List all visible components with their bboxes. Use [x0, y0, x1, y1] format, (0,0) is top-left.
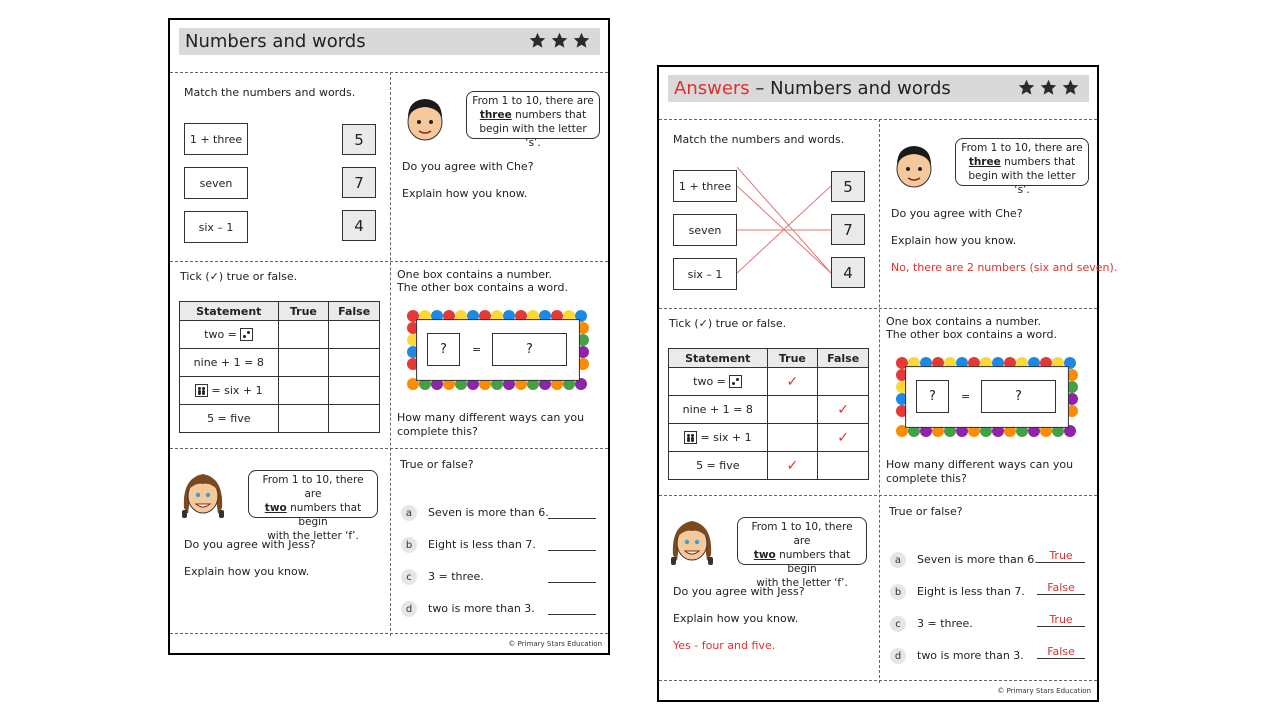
unknown-number-box[interactable]: ? — [916, 380, 949, 413]
dice-two-icon — [729, 375, 742, 388]
table-header: Statement — [180, 302, 279, 321]
false-cell[interactable] — [329, 321, 380, 349]
true-cell[interactable] — [767, 368, 818, 396]
table-header: Statement — [669, 349, 768, 368]
true-false-table — [668, 348, 869, 480]
tick-prompt: Tick (✓) true or false. — [180, 270, 298, 283]
false-cell[interactable] — [329, 349, 380, 377]
jess-speech-bubble — [248, 470, 378, 542]
star-icon — [529, 32, 546, 49]
difficulty-stars — [1018, 79, 1079, 96]
footer-divider — [659, 680, 1097, 681]
bubble-text: begin with the letter ‘s’. — [968, 170, 1076, 196]
answer-blank[interactable]: False — [1037, 581, 1085, 595]
divider — [170, 448, 608, 449]
bubble-text: From 1 to 10, there are — [262, 474, 364, 500]
page-title: Numbers and words — [185, 31, 366, 52]
answer-blank[interactable] — [548, 569, 596, 583]
divider — [879, 119, 880, 683]
item-letter: d — [890, 648, 906, 664]
word-card[interactable]: seven — [184, 167, 248, 199]
che-explain: Explain how you know. — [891, 234, 1017, 247]
tf-statement: 3 = three. — [917, 617, 973, 630]
matching-prompt: Match the numbers and words. — [673, 133, 845, 146]
divider — [659, 495, 1097, 496]
che-question: Do you agree with Che? — [402, 160, 534, 173]
true-cell[interactable] — [278, 377, 329, 405]
jess-explain: Explain how you know. — [673, 612, 799, 625]
worksheet-questions — [168, 18, 610, 655]
table-row — [669, 424, 869, 452]
star-icon — [1040, 79, 1057, 96]
equals-sign: = — [961, 390, 971, 403]
divider — [659, 119, 1097, 120]
dice-two-icon — [240, 328, 253, 341]
true-cell[interactable] — [278, 405, 329, 433]
false-cell[interactable] — [818, 424, 869, 452]
copyright: © Primary Stars Education — [997, 687, 1091, 695]
false-cell[interactable] — [818, 452, 869, 480]
matching-lines — [737, 167, 831, 297]
girl-avatar-icon — [669, 515, 715, 569]
star-icon — [551, 32, 568, 49]
che-question: Do you agree with Che? — [891, 207, 1023, 220]
word-card[interactable]: 1 + three — [184, 123, 248, 155]
statement-text: 5 = five — [669, 452, 768, 480]
statement-text: = six + 1 — [207, 383, 263, 397]
divider — [170, 261, 608, 262]
bubble-text: numbers that begin — [286, 502, 362, 528]
table-header: True — [278, 302, 329, 321]
footer-divider — [170, 633, 608, 634]
item-letter: a — [890, 552, 906, 568]
table-header: True — [767, 349, 818, 368]
tick-mark: ✓ — [837, 429, 849, 446]
tf-statement: two is more than 3. — [917, 649, 1024, 662]
true-cell[interactable] — [767, 424, 818, 452]
bubble-bold-word: three — [968, 156, 1001, 168]
divider — [659, 308, 1097, 309]
bubble-bold-word: two — [264, 502, 287, 514]
che-answer: No, there are 2 numbers (six and seven). — [891, 261, 1118, 274]
che-speech-bubble — [466, 91, 600, 149]
jess-answer: Yes - four and five. — [673, 639, 776, 652]
unknown-number-box[interactable]: ? — [427, 333, 460, 366]
star-icon — [1018, 79, 1035, 96]
boy-avatar-icon — [402, 94, 448, 144]
dice-six-icon — [684, 431, 697, 444]
che-explain: Explain how you know. — [402, 187, 528, 200]
table-row — [669, 368, 869, 396]
bubble-text: From 1 to 10, there are — [751, 521, 853, 547]
answers-label: Answers — [674, 78, 750, 99]
bubble-text: numbers that — [1000, 156, 1076, 168]
false-cell[interactable] — [329, 377, 380, 405]
number-card[interactable]: 4 — [831, 257, 865, 288]
title-bar — [668, 75, 1089, 102]
bubble-bold-word: three — [479, 109, 512, 121]
page-title — [674, 78, 951, 99]
word-card[interactable]: 1 + three — [673, 170, 737, 202]
tf-statement: Seven is more than 6. — [917, 553, 1038, 566]
jess-explain: Explain how you know. — [184, 565, 310, 578]
boy-avatar-icon — [891, 141, 937, 191]
statement-text: nine + 1 = 8 — [669, 396, 768, 424]
table-row — [180, 377, 380, 405]
answer-blank[interactable]: False — [1037, 645, 1085, 659]
answer-blank[interactable]: True — [1037, 549, 1085, 563]
jess-question: Do you agree with Jess? — [673, 585, 805, 598]
dice-six-icon — [195, 384, 208, 397]
equals-sign: = — [472, 343, 482, 356]
tf-statement: 3 = three. — [428, 570, 484, 583]
false-cell[interactable] — [329, 405, 380, 433]
unknown-word-box[interactable]: ? — [981, 380, 1056, 413]
false-cell[interactable] — [818, 396, 869, 424]
tf-statement: Eight is less than 7. — [428, 538, 536, 551]
boxes-line1: One box contains a number. — [397, 268, 552, 281]
true-cell[interactable] — [767, 396, 818, 424]
difficulty-stars — [529, 32, 590, 49]
statement-text: 5 = five — [180, 405, 279, 433]
item-letter: b — [890, 584, 906, 600]
bubble-text: From 1 to 10, there are — [961, 142, 1083, 154]
tick-mark: ✓ — [837, 401, 849, 418]
table-row — [180, 321, 380, 349]
statement-text: two = — [693, 374, 730, 388]
girl-avatar-icon — [180, 468, 226, 522]
tf-prompt: True or false? — [400, 458, 474, 471]
tf-statement: Eight is less than 7. — [917, 585, 1025, 598]
table-header: False — [329, 302, 380, 321]
table-row — [180, 349, 380, 377]
number-card[interactable]: 7 — [342, 167, 376, 198]
copyright: © Primary Stars Education — [508, 640, 602, 648]
bubble-text: From 1 to 10, there are — [472, 95, 594, 107]
item-letter: a — [401, 505, 417, 521]
star-icon — [573, 32, 590, 49]
divider — [390, 72, 391, 636]
item-letter: b — [401, 537, 417, 553]
bubble-bold-word: two — [753, 549, 776, 561]
matching-prompt: Match the numbers and words. — [184, 86, 356, 99]
che-speech-bubble — [955, 138, 1089, 196]
answer-blank[interactable] — [548, 505, 596, 519]
tf-statement: Seven is more than 6. — [428, 506, 549, 519]
word-card[interactable]: seven — [673, 214, 737, 246]
boxes-question: How many different ways can you complete this? — [397, 411, 585, 438]
item-letter: c — [401, 569, 417, 585]
item-letter: d — [401, 601, 417, 617]
answer-blank[interactable] — [548, 601, 596, 615]
tick-prompt: Tick (✓) true or false. — [669, 317, 787, 330]
unknown-word-box[interactable]: ? — [492, 333, 567, 366]
divider — [170, 72, 608, 73]
table-header: False — [818, 349, 869, 368]
bubble-text: begin with the letter ‘s’. — [479, 123, 587, 149]
title-text: Numbers and words — [770, 78, 951, 99]
title-bar — [179, 28, 600, 55]
boxes-line1: One box contains a number. — [886, 315, 1041, 328]
bubble-text: numbers that begin — [775, 549, 851, 575]
bubble-text: numbers that — [511, 109, 587, 121]
true-cell[interactable] — [278, 321, 329, 349]
bubble-text: with the letter ‘f’. — [267, 530, 359, 542]
tick-mark: ✓ — [786, 457, 799, 474]
boxes-line2: The other box contains a word. — [886, 328, 1057, 341]
number-card[interactable]: 5 — [831, 171, 865, 202]
boxes-line2: The other box contains a word. — [397, 281, 568, 294]
answer-blank[interactable]: True — [1037, 613, 1085, 627]
tf-statement: two is more than 3. — [428, 602, 535, 615]
number-card[interactable]: 4 — [342, 210, 376, 241]
true-false-table — [179, 301, 380, 433]
star-icon — [1062, 79, 1079, 96]
answer-blank[interactable] — [548, 537, 596, 551]
number-card[interactable]: 7 — [831, 214, 865, 245]
true-cell[interactable] — [767, 452, 818, 480]
item-letter: c — [890, 616, 906, 632]
boxes-question: How many different ways can you complete this? — [886, 458, 1074, 485]
word-card[interactable]: six – 1 — [673, 258, 737, 290]
jess-question: Do you agree with Jess? — [184, 538, 316, 551]
bubble-text: with the letter ‘f’. — [756, 577, 848, 589]
table-row — [180, 405, 380, 433]
tick-mark: ✓ — [786, 373, 799, 390]
word-card[interactable]: six – 1 — [184, 211, 248, 243]
number-card[interactable]: 5 — [342, 124, 376, 155]
jess-speech-bubble — [737, 517, 867, 589]
statement-text: two = — [204, 327, 241, 341]
statement-text: = six + 1 — [696, 430, 752, 444]
tf-prompt: True or false? — [889, 505, 963, 518]
table-row — [669, 396, 869, 424]
table-row — [669, 452, 869, 480]
statement-text: nine + 1 = 8 — [180, 349, 279, 377]
title-separator: – — [749, 78, 771, 99]
false-cell[interactable] — [818, 368, 869, 396]
true-cell[interactable] — [278, 349, 329, 377]
worksheet-answers — [657, 65, 1118, 702]
